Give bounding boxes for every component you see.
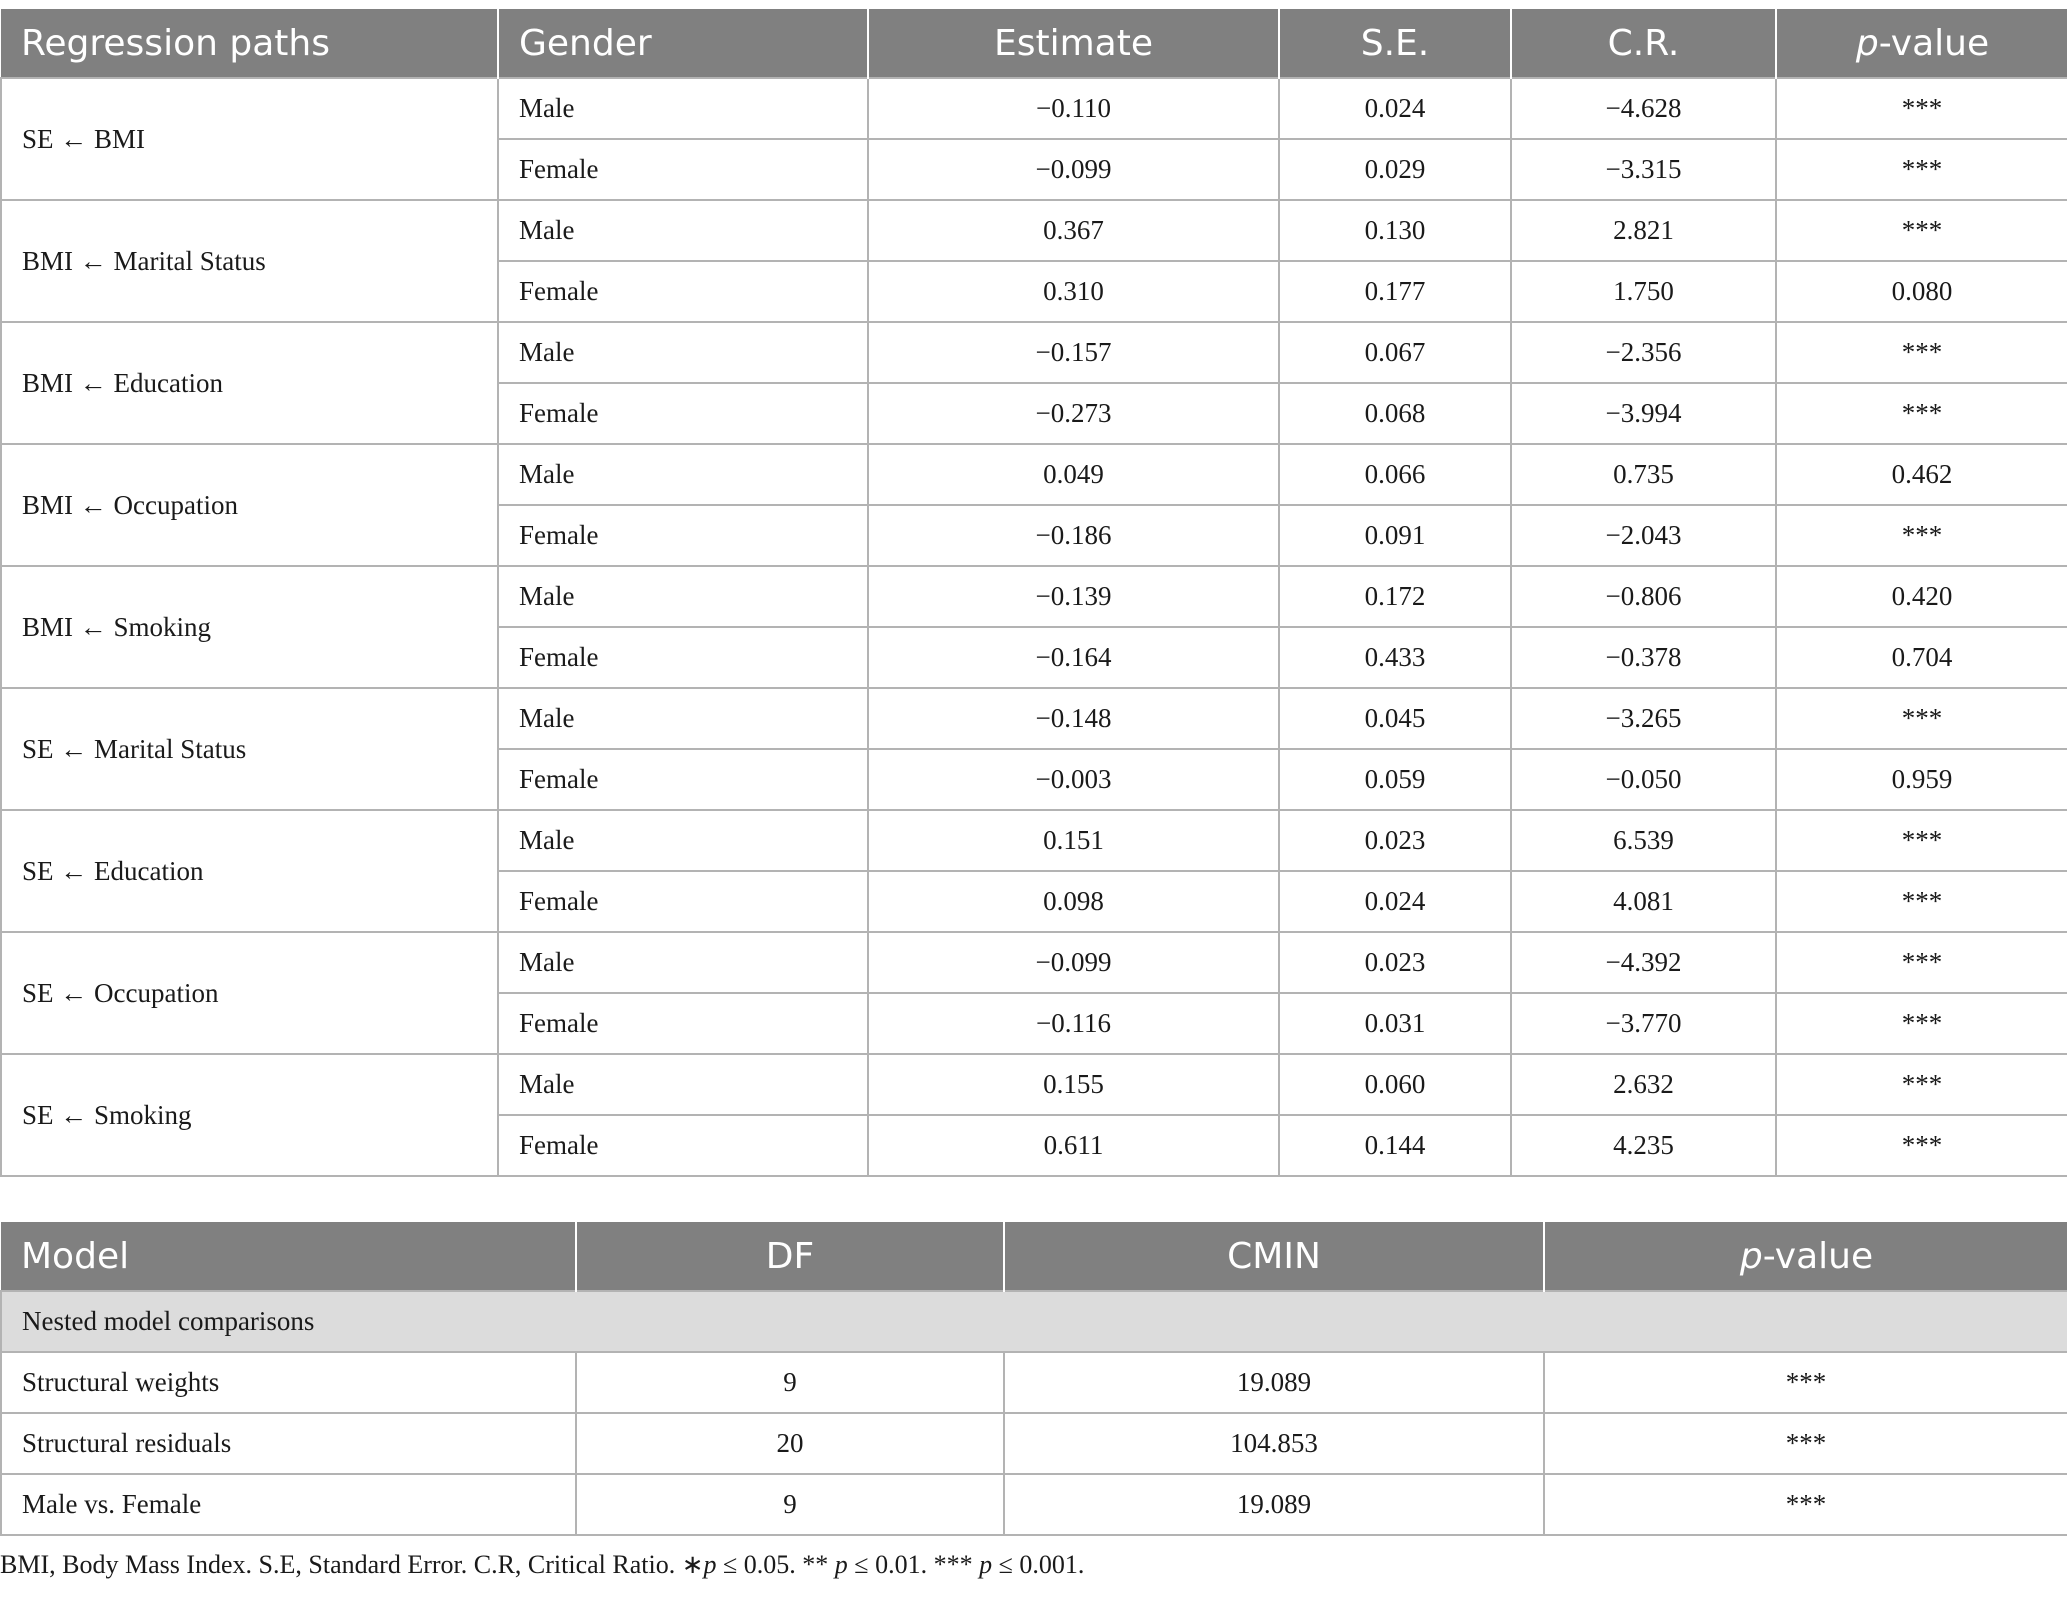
table-row (1, 444, 2067, 505)
estimate-cell: −0.148 (868, 688, 1279, 749)
se-cell: 0.031 (1279, 993, 1511, 1054)
se-cell: 0.060 (1279, 1054, 1511, 1115)
header-df: DF (576, 1222, 1004, 1291)
estimate-cell: −0.157 (868, 322, 1279, 383)
gender-cell: Male (498, 810, 868, 871)
cr-cell: 6.539 (1511, 810, 1776, 871)
gender-cell: Female (498, 627, 868, 688)
p-value-cell: *** (1776, 810, 2067, 871)
model-cell: Structural residuals (1, 1413, 576, 1474)
cr-cell: −3.265 (1511, 688, 1776, 749)
estimate-cell: 0.367 (868, 200, 1279, 261)
cr-cell: −3.770 (1511, 993, 1776, 1054)
gender-cell: Female (498, 383, 868, 444)
table-row (1, 200, 2067, 261)
model-cell: Structural weights (1, 1352, 576, 1413)
header-cmin: CMIN (1004, 1222, 1544, 1291)
se-cell: 0.433 (1279, 627, 1511, 688)
estimate-cell: −0.099 (868, 932, 1279, 993)
gender-cell: Female (498, 139, 868, 200)
se-cell: 0.066 (1279, 444, 1511, 505)
estimate-cell: −0.273 (868, 383, 1279, 444)
regression-path-cell: SE ← Marital Status (1, 688, 498, 810)
se-cell: 0.045 (1279, 688, 1511, 749)
se-cell: 0.067 (1279, 322, 1511, 383)
cr-cell: −0.806 (1511, 566, 1776, 627)
p-value-cell: 0.080 (1776, 261, 2067, 322)
p-value-cell: *** (1776, 688, 2067, 749)
table-row (1, 78, 2067, 139)
p-value-cell: *** (1776, 383, 2067, 444)
gender-cell: Male (498, 566, 868, 627)
header-model: Model (1, 1222, 576, 1291)
df-cell: 9 (576, 1474, 1004, 1535)
estimate-cell: 0.151 (868, 810, 1279, 871)
cmin-cell: 19.089 (1004, 1474, 1544, 1535)
estimate-cell: −0.003 (868, 749, 1279, 810)
estimate-cell: −0.099 (868, 139, 1279, 200)
estimate-cell: −0.116 (868, 993, 1279, 1054)
section-row (1, 1291, 2067, 1352)
se-cell: 0.130 (1279, 200, 1511, 261)
cr-cell: −2.043 (1511, 505, 1776, 566)
p-value-cell: *** (1544, 1474, 2067, 1535)
cr-cell: −4.392 (1511, 932, 1776, 993)
estimate-cell: −0.164 (868, 627, 1279, 688)
p-value-cell: *** (1544, 1352, 2067, 1413)
cr-cell: 2.632 (1511, 1054, 1776, 1115)
regression-table (0, 9, 2067, 1177)
header-p-value: p-value (1776, 9, 2067, 78)
estimate-cell: 0.310 (868, 261, 1279, 322)
se-cell: 0.059 (1279, 749, 1511, 810)
estimate-cell: 0.098 (868, 871, 1279, 932)
p-value-cell: *** (1776, 871, 2067, 932)
cr-cell: 0.735 (1511, 444, 1776, 505)
table-row (1, 810, 2067, 871)
cr-cell: −3.994 (1511, 383, 1776, 444)
cr-cell: 2.821 (1511, 200, 1776, 261)
table-row (1, 688, 2067, 749)
p-value-cell: *** (1776, 932, 2067, 993)
se-cell: 0.091 (1279, 505, 1511, 566)
estimate-cell: 0.155 (868, 1054, 1279, 1115)
gender-cell: Male (498, 78, 868, 139)
header-se: S.E. (1279, 9, 1511, 78)
cr-cell: −0.378 (1511, 627, 1776, 688)
regression-path-cell: SE ← BMI (1, 78, 498, 200)
gender-cell: Male (498, 1054, 868, 1115)
se-cell: 0.024 (1279, 78, 1511, 139)
gender-cell: Female (498, 749, 868, 810)
header-gender: Gender (498, 9, 868, 78)
se-cell: 0.023 (1279, 810, 1511, 871)
p-value-cell: *** (1776, 139, 2067, 200)
model-table-header (1, 1222, 2067, 1291)
gender-cell: Female (498, 1115, 868, 1176)
table-row (1, 1352, 2067, 1413)
cr-cell: 4.235 (1511, 1115, 1776, 1176)
cr-cell: 4.081 (1511, 871, 1776, 932)
p-value-cell: 0.420 (1776, 566, 2067, 627)
p-value-cell: *** (1776, 1054, 2067, 1115)
estimate-cell: −0.186 (868, 505, 1279, 566)
p-value-cell: *** (1776, 993, 2067, 1054)
gender-cell: Male (498, 688, 868, 749)
se-cell: 0.172 (1279, 566, 1511, 627)
se-cell: 0.029 (1279, 139, 1511, 200)
cmin-cell: 104.853 (1004, 1413, 1544, 1474)
p-value-cell: *** (1776, 505, 2067, 566)
regression-path-cell: SE ← Education (1, 810, 498, 932)
cr-cell: −2.356 (1511, 322, 1776, 383)
p-value-cell: 0.959 (1776, 749, 2067, 810)
gender-cell: Female (498, 993, 868, 1054)
header-cr: C.R. (1511, 9, 1776, 78)
section-label: Nested model comparisons (1, 1291, 2067, 1352)
cr-cell: −0.050 (1511, 749, 1776, 810)
table-row (1, 1474, 2067, 1535)
cr-cell: −3.315 (1511, 139, 1776, 200)
table-row (1, 566, 2067, 627)
regression-path-cell: BMI ← Education (1, 322, 498, 444)
regression-path-cell: BMI ← Marital Status (1, 200, 498, 322)
p-value-cell: *** (1776, 200, 2067, 261)
se-cell: 0.177 (1279, 261, 1511, 322)
estimate-cell: −0.139 (868, 566, 1279, 627)
gender-cell: Female (498, 871, 868, 932)
regression-path-cell: SE ← Smoking (1, 1054, 498, 1176)
p-value-cell: 0.462 (1776, 444, 2067, 505)
table-row (1, 932, 2067, 993)
model-comparison-table (0, 1222, 2067, 1536)
estimate-cell: 0.049 (868, 444, 1279, 505)
estimate-cell: −0.110 (868, 78, 1279, 139)
regression-path-cell: BMI ← Smoking (1, 566, 498, 688)
se-cell: 0.024 (1279, 871, 1511, 932)
header-p-value-2: p-value (1544, 1222, 2067, 1291)
cmin-cell: 19.089 (1004, 1352, 1544, 1413)
gender-cell: Male (498, 200, 868, 261)
se-cell: 0.023 (1279, 932, 1511, 993)
gender-cell: Male (498, 322, 868, 383)
gender-cell: Female (498, 505, 868, 566)
regression-path-cell: BMI ← Occupation (1, 444, 498, 566)
p-value-cell: *** (1776, 1115, 2067, 1176)
p-value-cell: 0.704 (1776, 627, 2067, 688)
header-regression-paths: Regression paths (1, 9, 498, 78)
table-footnote: BMI, Body Mass Index. S.E, Standard Error. C.R, Critical Ratio. ∗p ≤ 0.05. ** p ≤ 0.01. *** p ≤ 0.001. (0, 1550, 1085, 1579)
table-row (1, 1413, 2067, 1474)
table-row (1, 322, 2067, 383)
gender-cell: Female (498, 261, 868, 322)
table-row (1, 1054, 2067, 1115)
p-value-cell: *** (1776, 322, 2067, 383)
cr-cell: −4.628 (1511, 78, 1776, 139)
gender-cell: Male (498, 444, 868, 505)
se-cell: 0.144 (1279, 1115, 1511, 1176)
cr-cell: 1.750 (1511, 261, 1776, 322)
df-cell: 9 (576, 1352, 1004, 1413)
regression-path-cell: SE ← Occupation (1, 932, 498, 1054)
p-value-cell: *** (1544, 1413, 2067, 1474)
header-estimate: Estimate (868, 9, 1279, 78)
model-cell: Male vs. Female (1, 1474, 576, 1535)
p-value-cell: *** (1776, 78, 2067, 139)
estimate-cell: 0.611 (868, 1115, 1279, 1176)
df-cell: 20 (576, 1413, 1004, 1474)
se-cell: 0.068 (1279, 383, 1511, 444)
regression-table-header (1, 9, 2067, 78)
gender-cell: Male (498, 932, 868, 993)
